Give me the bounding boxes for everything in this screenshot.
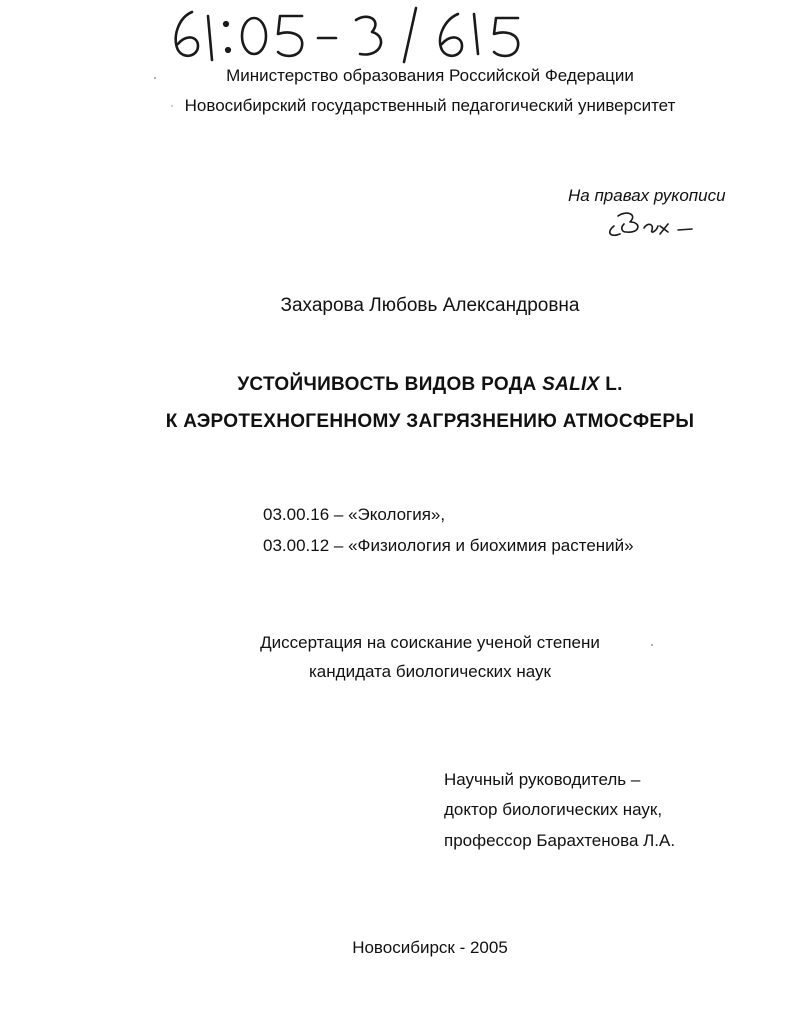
handwritten-archive-code	[168, 4, 568, 64]
city-and-year: Новосибирск - 2005	[352, 938, 508, 957]
author-name: Захарова Любовь Александровна	[280, 295, 580, 316]
handwritten-signature	[604, 208, 700, 242]
advisor-rank: доктор биологических наук,	[444, 800, 663, 819]
specialty-code-2: 03.00.12 – «Физиология и биохимия растений»	[263, 536, 634, 555]
title-prefix: УСТОЙЧИВОСТЬ ВИДОВ РОДА	[237, 374, 543, 395]
degree-statement-line-2: кандидата биологических наук	[309, 662, 551, 681]
ministry-heading: Министерство образования Российской Федерации	[226, 66, 634, 85]
degree-statement-line-1: Диссертация на соискание ученой степени	[260, 633, 600, 652]
title-genus: SALIX	[542, 374, 600, 395]
dissertation-title-line-1	[0, 374, 799, 396]
title-suffix: L.	[599, 374, 623, 395]
specialty-code-1: 03.00.16 – «Экология»,	[263, 505, 446, 524]
dissertation-title-line-2: К АЭРОТЕХНОГЕННОМУ ЗАГРЯЗНЕНИЮ АТМОСФЕРЫ	[165, 411, 695, 432]
handwritten-code-drawing	[168, 4, 568, 64]
university-heading: Новосибирский государственный педагогический университет	[184, 96, 676, 115]
manuscript-rights-note: На правах рукописи	[568, 186, 726, 205]
signature-drawing	[604, 208, 700, 242]
advisor-name: профессор Барахтенова Л.А.	[444, 831, 676, 850]
advisor-role: Научный руководитель –	[444, 770, 641, 789]
